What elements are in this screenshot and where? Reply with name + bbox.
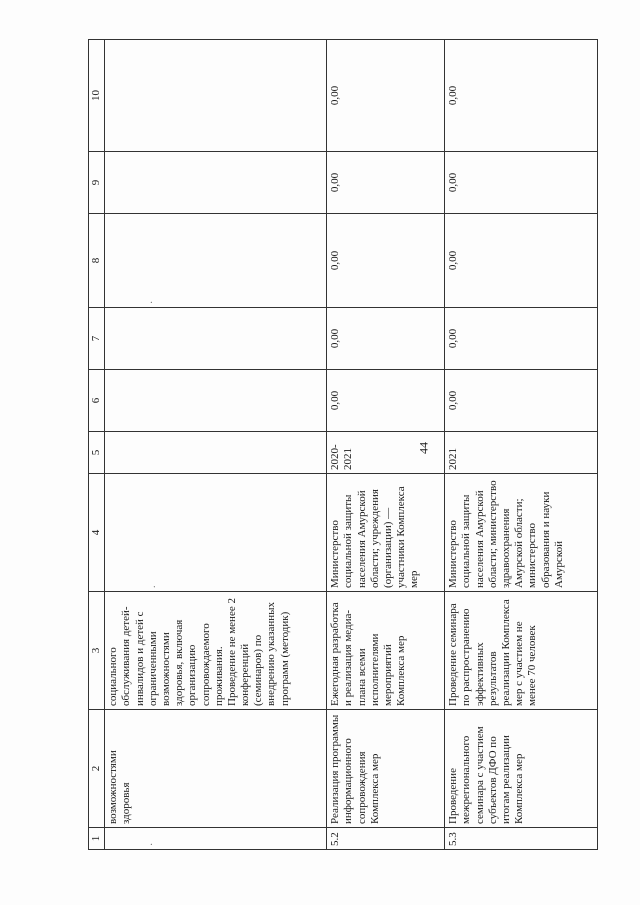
table-row-continuation — [105, 40, 327, 850]
cell-executor: Министерство социальной защиты населения Амурской области; министерство здравоохранения Амурской области; министерство образования и науки Амурской — [445, 474, 598, 592]
cell-event-name: возможностями здоровья — [105, 710, 327, 828]
cell-number — [105, 828, 327, 850]
header-cell-6: 6 — [89, 370, 105, 432]
header-row — [89, 40, 105, 850]
cell-col10 — [105, 40, 327, 152]
scan-mark: · — [147, 300, 159, 304]
cell-event-name: Проведение межрегионального семинара с участием субъектов ДФО по итогам реализации Комплекса мер — [445, 710, 598, 828]
header-cell-7: 7 — [89, 308, 105, 370]
measures-table — [88, 39, 598, 850]
cell-col7 — [105, 308, 327, 370]
cell-col6: 0,00 — [327, 370, 445, 432]
page-number: 44 — [416, 442, 431, 454]
cell-col7: 0,00 — [327, 308, 445, 370]
cell-result: Ежегодная разработка и реализация медиа-плана всеми исполнителями мероприятий Комплекса мер — [327, 592, 445, 710]
header-cell-1: 1 — [89, 828, 105, 850]
cell-col9 — [105, 152, 327, 214]
header-cell-8: 8 — [89, 214, 105, 308]
rotated-table-frame — [88, 40, 612, 850]
header-cell-5: 5 — [89, 432, 105, 474]
cell-executor — [105, 474, 327, 592]
cell-col9: 0,00 — [327, 152, 445, 214]
table-row-5-2 — [327, 40, 445, 850]
table-wrapper — [88, 40, 612, 850]
cell-col6: 0,00 — [445, 370, 598, 432]
header-cell-3: 3 — [89, 592, 105, 710]
scan-mark: · — [147, 842, 159, 846]
cell-col9: 0,00 — [445, 152, 598, 214]
cell-executor: Министерство социальной защиты населения Амурской области; учреждения (организации) — участники Комплекса мер — [327, 474, 445, 592]
cell-number: 5.3 — [445, 828, 598, 850]
header-cell-9: 9 — [89, 152, 105, 214]
header-cell-2: 2 — [89, 710, 105, 828]
header-cell-4: 4 — [89, 474, 105, 592]
cell-number: 5.2 — [327, 828, 445, 850]
cell-period: 2020-2021 — [327, 432, 445, 474]
table-row-5-3 — [445, 40, 598, 850]
cell-result: Проведение семинара по распространению эффективных результатов реализации Комплекса мер с участием не менее 70 человек — [445, 592, 598, 710]
cell-col8: 0,00 — [445, 214, 598, 308]
cell-period: 2021 — [445, 432, 598, 474]
cell-result: социального обслуживания детей-инвалидов и детей с ограниченными возможностями здоровья, включая организацию сопровождаемого проживания. Проведение не менее 2 конференций (семинаров) по внедрению указанных программ (методик) — [105, 592, 327, 710]
cell-col10: 0,00 — [327, 40, 445, 152]
cell-event-name: Реализация программы информационного сопровождения Комплекса мер — [327, 710, 445, 828]
cell-col8: 0,00 — [327, 214, 445, 308]
cell-period — [105, 432, 327, 474]
cell-col10: 0,00 — [445, 40, 598, 152]
header-cell-10: 10 — [89, 40, 105, 152]
cell-col6 — [105, 370, 327, 432]
cell-col8 — [105, 214, 327, 308]
cell-col7: 0,00 — [445, 308, 598, 370]
scan-mark: . — [147, 585, 159, 588]
